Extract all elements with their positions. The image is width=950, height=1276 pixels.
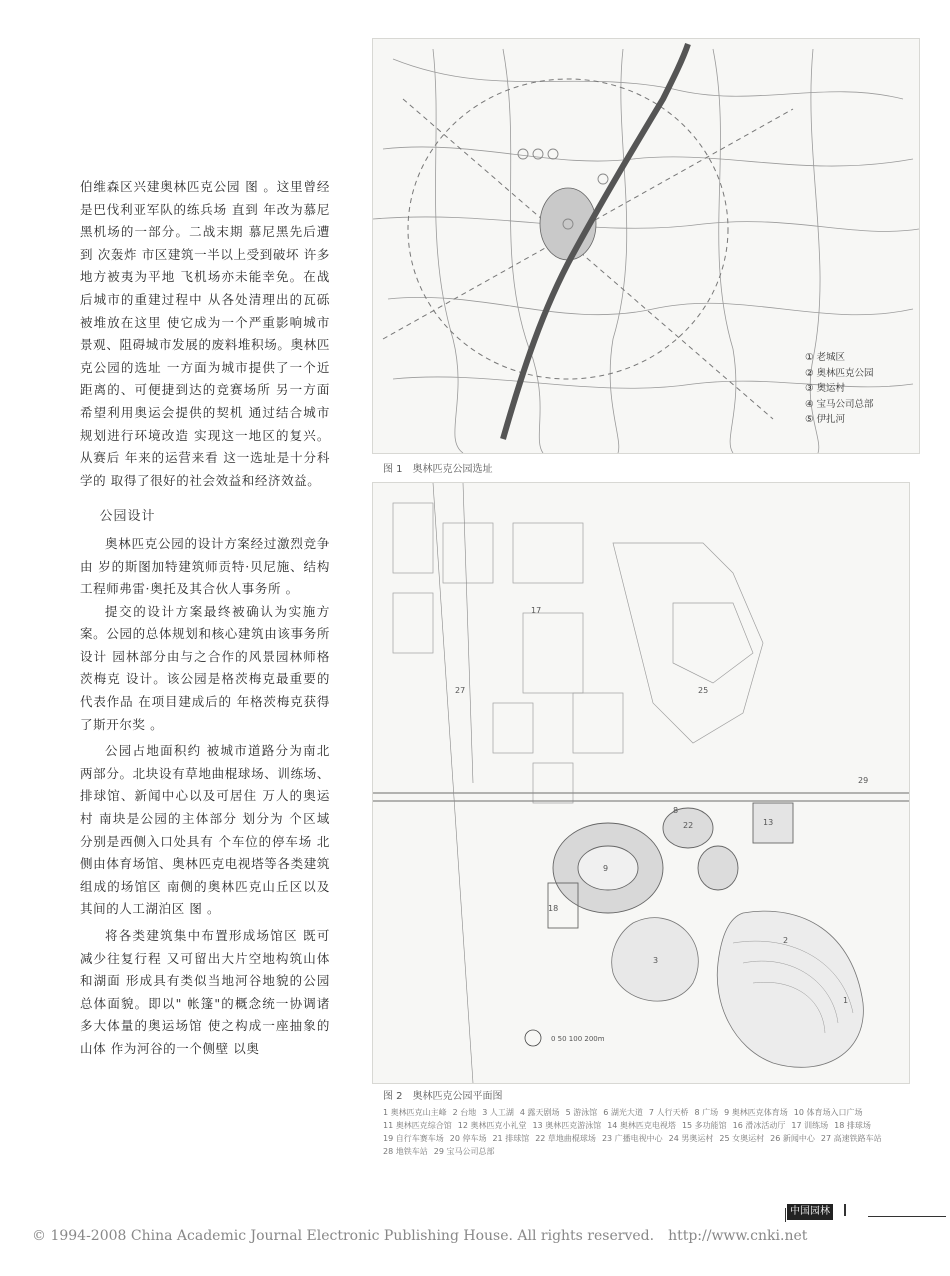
figure2-caption: 图 2 奥林匹克公园平面图 xyxy=(383,1091,503,1102)
svg-text:27: 27 xyxy=(455,686,466,695)
svg-text:18: 18 xyxy=(548,904,559,913)
journal-tag-rule xyxy=(868,1216,946,1217)
figure1-caption: 图 1 奥林匹克公园选址 xyxy=(383,464,493,475)
svg-text:17: 17 xyxy=(531,606,542,615)
copyright-footer xyxy=(32,1228,807,1244)
svg-text:25: 25 xyxy=(698,686,709,695)
olympic-hill xyxy=(717,911,863,1067)
journal-tag-rule-left xyxy=(785,1208,786,1222)
journal-tag-bar xyxy=(844,1204,846,1216)
scale-bar-label: 0 50 100 200m xyxy=(551,1035,605,1043)
section-heading-park-design: 公园设计 xyxy=(99,509,156,525)
north-arrow-icon xyxy=(525,1030,541,1046)
paragraph-site-history: 伯维森区兴建奥林匹克公园 图 。这里曾经是巴伐利亚军队的练兵场 直到 年改为慕尼黑机场的一部分。二战末期 慕尼黑先后遭到 次轰炸 市区建筑一半以上受到破坏 许多地方被夷为平地 飞机场亦未能幸免。在战后城市的重建过程中 从各处清理出的瓦砾被堆放在这里 使它成为一个严重影响城市景观、阻碍城市发展的废料堆积场。奥林匹克公园的选址 一方面为城市提供了一个近距离的、可便捷到达的竞赛场所 另一方面希望利用奥运会提供的契机 通过结合城市规划进行环境改造 实现这一地区的复兴。从赛后 年来的运营来看 这一选址是十分科学的 取得了很好的社会效益和经济效益。 xyxy=(80,179,330,488)
paragraph-competition: 奥林匹克公园的设计方案经过激烈竞争 由 岁的斯图加特建筑师贡特·贝尼施、结构工程师弗雷·奥托及其合伙人事务所 。 xyxy=(80,535,330,597)
svg-text:8: 8 xyxy=(673,806,679,815)
figure2-legend: 1 奥林匹克山主峰 2 台地 3 人工湖 4 露天剧场 5 游泳馆 6 湖光大道 7 人行天桥 8 广场 9 奥林匹克体育场 10 体育场入口广场11 奥林匹克综合馆 12 奥林匹克小礼堂 13 奥林匹克游泳馆 14 奥林匹克电视塔 15 多功能馆 16 滑冰活动厅 17 训练场 18 排球场19 自行车赛车场 20 停车场 21 排球馆 22 草地曲棍球场 23 广播电视中心 24 男奥运村 25 女奥运村 26 新闻中心 27 高速铁路车站28 地铁车站 29 宝马公司总部 xyxy=(383,1108,882,1156)
footer-url[interactable]: http://www.cnki.net xyxy=(668,1228,808,1244)
journal-tag: 中国园林 xyxy=(787,1204,833,1220)
svg-text:22: 22 xyxy=(683,821,694,830)
svg-text:29: 29 xyxy=(858,776,869,785)
isar-river xyxy=(503,44,688,439)
paragraph-implementation: 提交的设计方案最终被确认为实施方案。公园的总体规划和核心建筑由该事务所设计 园林部分由与之合作的风景园林师格茨梅克 设计。该公园是格茨梅克最重要的代表作品 在项目建成后的 年格茨梅克获得了斯开尔奖 。 xyxy=(80,603,330,732)
svg-text:2: 2 xyxy=(783,936,789,945)
svg-text:3: 3 xyxy=(653,956,659,965)
paragraph-building-concept: 将各类建筑集中布置形成场馆区 既可减少往复行程 又可留出大片空地构筑山体和湖面 形成具有类似当地河谷地貌的公园总体面貌。即以" 帐篷"的概念统一协调诸多大体量的奥运场馆 使之构成一座抽象的山体 作为河谷的一个侧壁 以奥 xyxy=(80,928,330,1056)
svg-text:13: 13 xyxy=(763,818,774,827)
article-column xyxy=(80,176,330,1061)
svg-text:1: 1 xyxy=(843,996,849,1005)
figure-park-plan xyxy=(372,482,910,1084)
figure1-legend: ① 老城区 ② 奥林匹克公园 ③ 奥运村 ④ 宝马公司总部 ⑤ 伊扎河 xyxy=(805,352,874,425)
svg-text:9: 9 xyxy=(603,864,609,873)
paragraph-park-area: 公园占地面积约 被城市道路分为南北两部分。北块设有草地曲棍球场、训练场、排球馆、新闻中心以及可居住 万人的奥运村 南块是公园的主体部分 划分为 个区域 分别是西侧入口处具有 个车位的停车场 北侧由体育场馆、奥林匹克电视塔等各类建筑组成的场馆区 南侧的奥林匹克山丘区以及其间的人工湖泊区 图 。 xyxy=(80,743,330,917)
copyright-text: © 1994-2008 China Academic Journal Electronic Publishing House. All rights reserved. xyxy=(32,1228,655,1244)
park-plan-drawing xyxy=(373,483,909,1083)
